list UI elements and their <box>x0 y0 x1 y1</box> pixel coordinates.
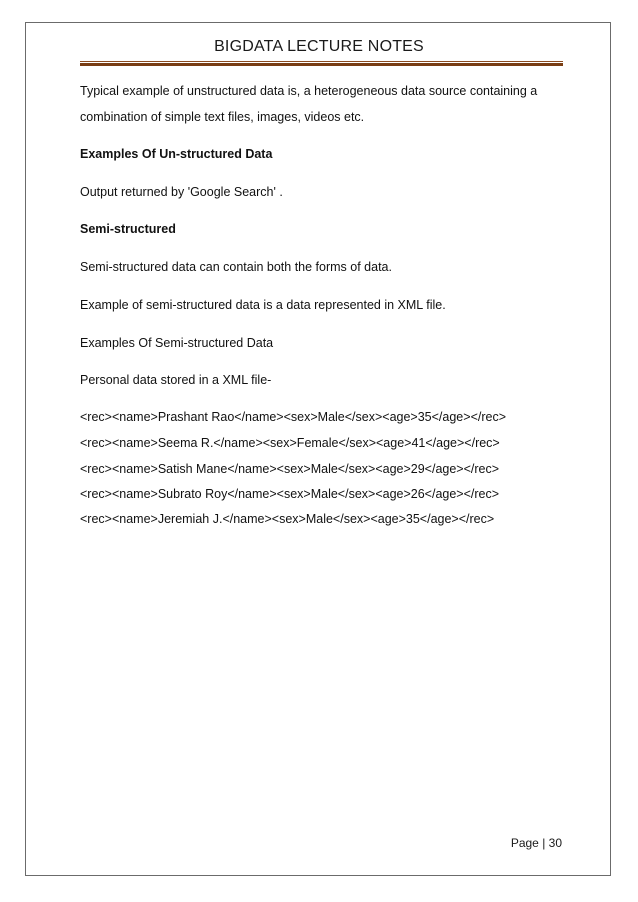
header-title: BIGDATA LECTURE NOTES <box>214 38 424 55</box>
semi-structured-description: Semi-structured data can contain both the forms of data. <box>80 260 392 274</box>
header-rule-thick <box>80 63 563 66</box>
intro-line-1: Typical example of unstructured data is, a heterogeneous data source containing a <box>80 84 538 98</box>
unstructured-example: Output returned by 'Google Search' . <box>80 185 283 199</box>
xml-intro: Personal data stored in a XML file- <box>80 373 272 387</box>
xml-record: <rec><name>Seema R.</name><sex>Female</sex><age>41</age></rec> <box>80 436 500 450</box>
unstructured-heading: Examples Of Un-structured Data <box>80 147 273 161</box>
semi-structured-examples-heading: Examples Of Semi-structured Data <box>80 336 274 350</box>
page-number: Page | 30 <box>510 836 562 850</box>
semi-structured-heading: Semi-structured <box>80 222 176 236</box>
xml-record: <rec><name>Jeremiah J.</name><sex>Male</sex><age>35</age></rec> <box>80 512 495 526</box>
xml-record: <rec><name>Subrato Roy</name><sex>Male</sex><age>26</age></rec> <box>80 487 500 501</box>
xml-record: <rec><name>Satish Mane</name><sex>Male</sex><age>29</age></rec> <box>80 462 500 476</box>
semi-structured-example-description: Example of semi-structured data is a data represented in XML file. <box>80 298 446 312</box>
header-rule-thin <box>80 61 563 62</box>
intro-line-2: combination of simple text files, images, videos etc. <box>80 110 365 124</box>
xml-record: <rec><name>Prashant Rao</name><sex>Male</sex><age>35</age></rec> <box>80 410 507 424</box>
